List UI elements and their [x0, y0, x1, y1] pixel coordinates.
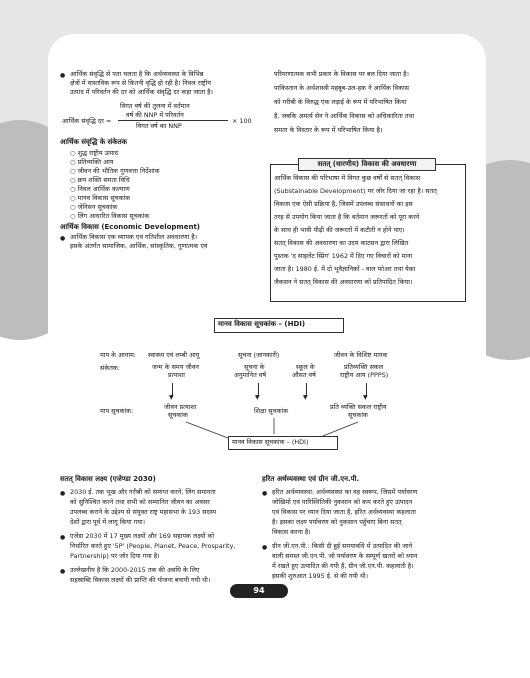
right-text-line: है, जबकि अमर्त्य सेन ने आर्थिक विकास को अधिकारिता तथा — [274, 112, 415, 120]
box-line: सतत् विकास की अवधारणा का उदय काटसन द्वारा लिखित — [274, 239, 409, 247]
green-line: ग्रीन जी.एन.पी.: किसी दी हुई समयावधि में उत्पादित की जाने — [272, 542, 413, 550]
indicator-expected-years: सूचना के — [244, 363, 265, 371]
green-line: विकास करना है। — [272, 528, 311, 536]
bullet-icon: ● — [60, 568, 66, 575]
intro-line: क्षेत्रों में वास्तविक रूप से कितनी वृद्धि हो रही है। निवल राष्ट्रीय — [70, 79, 211, 87]
indicator-item: ○ क्रय शक्ति समता विधि — [70, 176, 130, 184]
econ-dev-heading: आर्थिक विकास (Economic Development) — [60, 223, 200, 231]
bullet-icon: ● — [60, 490, 66, 497]
sdg-line: एजेंडा 2030 में 17 मुख्य लक्ष्यों और 169 सहायक लक्ष्यों को — [70, 532, 215, 540]
page-number: 94 — [230, 584, 288, 598]
hdi-final-label: मानव विकास सूचकांक – (HDI) — [232, 438, 309, 446]
indicator-item: ○ जेनिसन सूचकांक — [70, 203, 118, 211]
indicator-expected-years: अनुमानित वर्ष — [234, 371, 267, 379]
right-text-line: पाकिस्तान के अर्थशास्त्री महबूब-उल-हक ने आर्थिक विकास — [274, 84, 409, 92]
green-line: इसकी शुरुआत 1995 ई. से की गयी थी। — [272, 572, 369, 580]
box-line: (Substainable Development) पर जोर दिया जा रहा है। सतत् — [274, 187, 437, 195]
dimension-health: स्वास्थ्य एवं लम्बी आयु — [148, 351, 200, 359]
box-line: आर्थिक विकास की परिभाषा में विगत कुछ वर्षों से सतत् विकास — [274, 174, 421, 182]
dimension-living: जीवन के विशिष्ट मानक — [334, 351, 388, 359]
indicator-item: ○ प्रतिव्यक्ति आय — [70, 158, 114, 166]
indicator-gni: राष्ट्रीय आय (PPPS) — [340, 371, 389, 379]
indicator-item: ○ शुद्ध राष्ट्रीय उत्पाद — [70, 149, 119, 157]
arrow-head: ▼ — [169, 394, 174, 401]
box-line: विकास एक ऐसी प्रक्रिया है, जिसमें उपलब्ध संसाधनों का इस — [274, 200, 413, 208]
bullet-icon: ● — [60, 534, 66, 541]
document-page — [48, 34, 486, 634]
indicator-item: ○ मानव विकास सूचकांक — [70, 194, 131, 202]
formula-multiplier: × 100 — [232, 117, 252, 125]
hdi-title: मानव विकास सूचकांक – (HDI) — [218, 320, 306, 328]
indicator-gni: प्रतिव्यक्ति सकल — [344, 363, 384, 371]
sdg-line: 2030 ई. तक भूख और गरीबी को समाप्त करने, लिंग समानता — [70, 488, 216, 496]
dimension-info: सूचना (जानकारी) — [238, 351, 280, 359]
formula-numerator: वर्ष की NNP में परिवर्तन — [126, 111, 184, 119]
green-line: वाली समस्त जी.एन.पी. जो पर्यावरण के सम्पूर्ण खतरों को ध्यान — [272, 552, 418, 560]
box-line: जैकसन ने सतत् विकास की अवधारणा को प्रतिपादित किया। — [274, 278, 413, 286]
green-line: एवं विकास पर ध्यान दिया जाता है, हरित अर्थव्यवस्था कहलाता — [272, 508, 416, 516]
box-line: जाता है। 1980 ई. में दो भूवैज्ञानिकों - वाल फोअर तथा येका — [274, 265, 416, 273]
indicator-item: ○ निवल आर्थिक कल्याण — [70, 185, 130, 193]
right-text-line: परिमाणात्मक सभी प्रकार के विकास पर बल दिया जाता है। — [274, 70, 409, 78]
index-life: जीवन प्रत्याशा — [164, 403, 197, 411]
green-line: हरित अर्थव्यवस्था: अर्थव्यवस्था का वह स्वरूप, जिसमें पर्यावरण — [272, 488, 418, 496]
formula-label: आर्थिक संवृद्धि दर = — [62, 117, 112, 125]
sdg-line: को सुनिश्चित करने तथा सभी को सम्मानित जीवन का अवसर — [70, 498, 210, 506]
sdg-line: उपलब्ध कराने के उद्देश्य से संयुक्त राष्ट्र महासभा के 193 सदस्य — [70, 508, 217, 516]
green-line: जोखिमों एवं पारिस्थितिकी नुकसान को कम करते हुए उत्पादन — [272, 498, 413, 506]
sdg-line: सहस्राब्दि विकास लक्ष्यों की प्राप्ति की योजना बनायी गयी थी। — [70, 576, 211, 584]
index-income: प्रति व्यक्ति सकल राष्ट्रीय — [330, 403, 387, 411]
box-line: तरह से उपयोग किया जाता है कि वर्तमान जरूरतों को पूरा करने — [274, 213, 420, 221]
box-line: के साथ ही भावी पीढ़ी की जरूरतों में कटौती न होने पाए। — [274, 226, 405, 234]
row-label: माप सूचकांक: — [100, 407, 134, 415]
indicator-life-exp: प्रत्याशा — [168, 371, 185, 379]
formula-denominator: विगत वर्ष का NNP — [136, 122, 182, 130]
bullet-icon: ● — [60, 235, 66, 242]
intro-line: उत्पाद में परिवर्तन की दर को आर्थिक संवृद्धि दर कहा जाता है। — [70, 88, 213, 96]
bullet-icon: ● — [60, 72, 66, 79]
index-income: सूचकांक — [348, 411, 368, 419]
indicator-item: ○ लिंग आधारित विकास सूचकांक — [70, 212, 150, 220]
intro-line: आर्थिक संवृद्धि से पता चलता है कि अर्थव्यवस्था के विभिन्न — [70, 70, 204, 78]
row-label: संकेतक: — [100, 364, 120, 372]
arrow-head: ▼ — [255, 394, 260, 401]
box-line: पुस्तक 'द साइलेंट स्प्रिंग' 1962 में दिए गए विचारों को माना — [274, 252, 413, 260]
arrow-head: ▼ — [303, 394, 308, 401]
right-text-line: को गरीबी के विरुद्ध एक लड़ाई के रूप में परिभाषित किया — [274, 98, 407, 106]
econ-dev-line: इसके अंतर्गत सामाजिक, आर्थिक, सांस्कृतिक, गुणात्मक एवं — [70, 242, 208, 250]
box-title: सतत् (धारणीय) विकास की अवधारणा — [298, 158, 436, 171]
sdg-line: उल्लेखनीय है कि 2000-2015 तक की अवधि के लिए — [70, 566, 200, 574]
indicator-item: ○ जीवन की भौतिक गुणवत्ता निर्देशांक — [70, 167, 160, 175]
sdg-line: देशों द्वारा पूर्व में लागू किया गया। — [70, 518, 146, 526]
sdg-line: Partnership) पर जोर दिया गया है। — [70, 552, 160, 560]
bullet-icon: ● — [262, 490, 268, 497]
row-label: माप के आयाम: — [100, 351, 136, 359]
bullet-icon: ● — [262, 544, 268, 551]
formula-numerator: विगत वर्ष की तुलना में वर्तमान — [120, 102, 190, 110]
indicator-mean-years: औसत वर्ष — [292, 371, 316, 379]
green-economy-heading: हरित अर्थव्यवस्था एवं ग्रीन जी.एन.पी. — [262, 475, 360, 483]
sdg-line: निर्धारित करते हुए '5P' (People, Planet, Peace, Prosparity, — [70, 542, 236, 550]
sdg-heading: सतत् विकास लक्ष्य (एजेण्डा 2030) — [60, 475, 156, 483]
indicator-mean-years: स्कूल के — [296, 363, 315, 371]
green-line: में रखते हुए उत्पादित की गयी है, ग्रीन जी.एन.पी. कहलाती है। — [272, 562, 414, 570]
indicators-heading: आर्थिक संवृद्धि के संकेतक — [60, 138, 128, 146]
econ-dev-line: आर्थिक विकास एक व्यापक एवं गतिशील अवधारणा है। — [70, 233, 198, 241]
green-line: है। इसका लक्ष्य पर्यावरण को नुकसान पहुँचाए बिना सतत् — [272, 518, 402, 526]
index-education: शिक्षा सूचकांक — [254, 407, 289, 415]
index-life: सूचकांक — [168, 411, 188, 419]
arrow-head: ▼ — [363, 394, 368, 401]
right-text-line: समता के विस्तार के रूप में परिभाषित किया है। — [274, 126, 383, 134]
indicator-life-exp: जन्म के समय जीवन — [152, 363, 199, 371]
